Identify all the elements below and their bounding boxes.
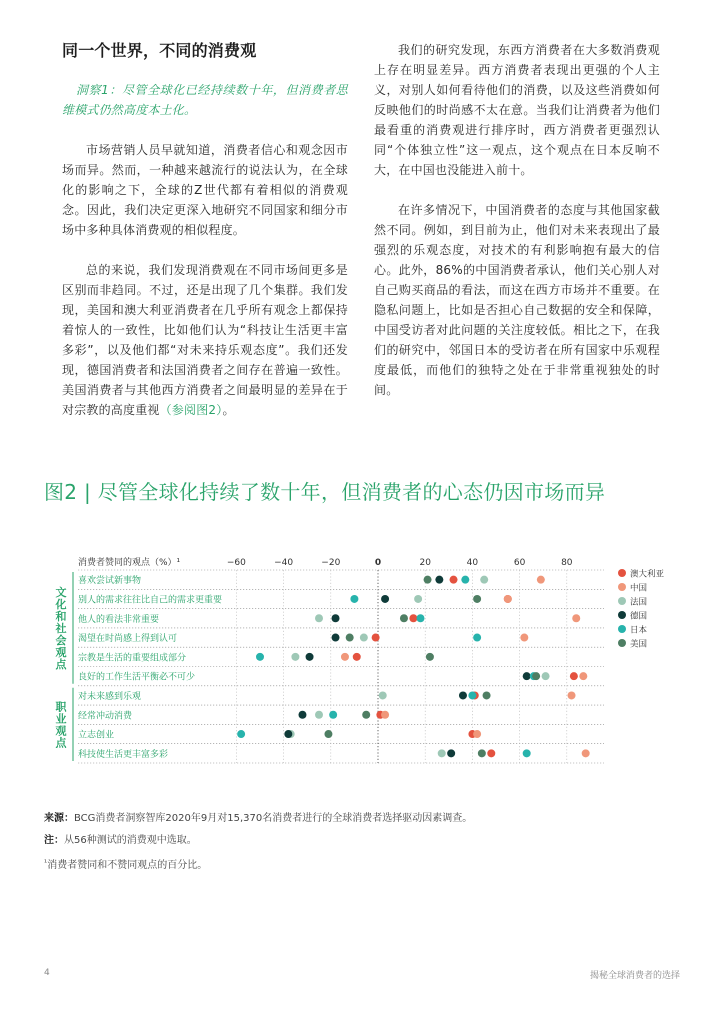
data-point xyxy=(315,614,323,622)
paragraph: 在许多情况下，中国消费者的态度与其他国家截然不同。例如，到目前为止，他们对未来表现出了最强烈的乐观态度，对技术的有利影响抱有最大的信心。此外，86%的中国消费者承认，他们关心别人对自己购买商品的看法，而这在西方市场并不重要。在隐私问题上，比如是否担心自己数据的安全和保障，中国受访者对此问题的关注度较低。相比之下，在我们的研究中，邻国日本的受访者在所有国家中乐观程度最低，而他们的独特之处在于非常重视独处的时间。 xyxy=(374,203,660,397)
category-label: 经常冲动消费 xyxy=(78,711,133,722)
data-point xyxy=(520,634,528,642)
tick-label: −60 xyxy=(226,558,246,568)
legend-label: 美国 xyxy=(630,639,648,650)
data-point xyxy=(237,730,245,738)
data-point xyxy=(480,576,488,584)
tick-label: 80 xyxy=(561,558,573,568)
data-point xyxy=(468,691,476,699)
category-label: 喜欢尝试新事物 xyxy=(78,576,142,587)
data-point xyxy=(473,634,481,642)
data-point xyxy=(473,730,481,738)
figure-reference-link[interactable]: （参阅图2） xyxy=(159,403,223,417)
data-point xyxy=(381,711,389,719)
data-point xyxy=(332,634,340,642)
data-point xyxy=(435,576,443,584)
category-label: 良好的工作生活平衡必不可少 xyxy=(78,672,196,683)
source-note xyxy=(44,808,472,830)
legend-label: 澳大利亚 xyxy=(630,569,665,580)
legend-label: 德国 xyxy=(630,611,648,622)
paragraph-end: 。 xyxy=(222,403,235,417)
note-text: 从56种测试的消费观中选取。 xyxy=(64,835,197,846)
section-heading: 同一个世界，不同的消费观 xyxy=(62,41,257,60)
legend-label: 中国 xyxy=(630,583,648,594)
data-point xyxy=(582,749,590,757)
data-point xyxy=(306,653,314,661)
data-point xyxy=(400,614,408,622)
legend-marker xyxy=(618,569,626,577)
data-point xyxy=(353,653,361,661)
footnote xyxy=(44,852,472,877)
data-point xyxy=(298,711,306,719)
data-point xyxy=(450,576,458,584)
tick-label: 40 xyxy=(466,558,479,568)
data-point xyxy=(284,730,292,738)
data-point xyxy=(478,749,486,757)
legend-marker xyxy=(618,583,626,591)
paragraph-text: 总的来说，我们发现消费观在不同市场间更多是区别而非趋同。不过，还是出现了几个集群。我们发现，美国和澳大利亚消费者在几乎所有观念上都保持着惊人的一致性，比如他们认为“科技让生活更丰富多彩”，以及他们都“对未来持乐观态度”。我们还发现，德国消费者和法国消费者之间存在普遍一致性。美国消费者与其他西方消费者之间最明显的差异在于对宗教的高度重视 xyxy=(62,263,348,417)
data-point xyxy=(416,614,424,622)
data-point xyxy=(372,634,380,642)
legend-marker xyxy=(618,611,626,619)
category-label: 对未来感到乐观 xyxy=(78,691,142,702)
source-label: 来源： xyxy=(44,813,74,824)
data-point xyxy=(461,576,469,584)
tick-label: 60 xyxy=(513,558,526,568)
data-point xyxy=(523,749,531,757)
data-point xyxy=(346,634,354,642)
tick-label: −40 xyxy=(274,558,294,568)
page-number: 4 xyxy=(44,968,50,978)
figure-notes xyxy=(44,808,472,877)
data-point xyxy=(341,653,349,661)
data-point xyxy=(568,691,576,699)
running-title: 揭秘全球消费者的选择 xyxy=(589,971,680,981)
data-point xyxy=(362,711,370,719)
note-label: 注： xyxy=(44,835,64,846)
category-label: 宗教是生活的重要组成部分 xyxy=(78,653,187,664)
data-point xyxy=(483,691,491,699)
legend-marker xyxy=(618,639,626,647)
note xyxy=(44,830,472,852)
insight-text: 洞察1：尽管全球化已经持续数十年，但消费者思维模式仍然高度本土化。 xyxy=(62,83,348,117)
category-label: 科技使生活更丰富多彩 xyxy=(78,749,169,760)
data-point xyxy=(332,614,340,622)
data-point xyxy=(579,672,587,680)
data-point xyxy=(329,711,337,719)
group-label: 职业观点 xyxy=(55,700,67,750)
figure-title: 图2 | 尽管全球化持续了数十年，但消费者的心态仍因市场而异 xyxy=(44,480,606,504)
paragraph: 我们的研究发现，东西方消费者在大多数消费观上存在明显差异。西方消费者表现出更强的个人主义，对别人如何看待他们的消费，以及这些消费如何反映他们的时尚感不太在意。当我们让消费者为他们最看重的消费观进行排序时，西方消费者更强烈认同“个体独立性”这一观点，这个观点在日本反响不大，在中国也没能进入前十。 xyxy=(374,43,660,177)
data-point xyxy=(291,653,299,661)
data-point xyxy=(381,595,389,603)
category-label: 他人的看法非常重要 xyxy=(78,614,160,625)
paragraph: 市场营销人员早就知道，消费者信心和观念因市场而异。然而，一种越来越流行的说法认为，在全球化的影响之下，全球的Z世代都有着相似的消费观念。因此，我们决定更深入地研究不同国家和细分市场中多种具体消费观的相似程度。 xyxy=(62,143,348,237)
data-point xyxy=(426,653,434,661)
tick-label: 20 xyxy=(419,558,431,568)
data-point xyxy=(537,576,545,584)
data-point xyxy=(542,672,550,680)
data-point xyxy=(350,595,358,603)
data-point xyxy=(256,653,264,661)
data-point xyxy=(504,595,512,603)
paragraph xyxy=(62,260,348,420)
right-column xyxy=(374,40,660,420)
left-column xyxy=(62,40,348,440)
data-point xyxy=(473,595,481,603)
data-point xyxy=(487,749,495,757)
legend-marker xyxy=(618,625,626,633)
data-point xyxy=(424,576,432,584)
x-axis-label: 消费者赞同的观点（%）¹ xyxy=(78,558,181,568)
dot-plot-chart xyxy=(44,548,684,780)
data-point xyxy=(532,672,540,680)
data-point xyxy=(570,672,578,680)
data-point xyxy=(379,691,387,699)
legend-label: 日本 xyxy=(630,625,648,636)
data-point xyxy=(360,634,368,642)
footnote-text: 消费者赞同和不赞同观点的百分比。 xyxy=(47,860,208,871)
tick-label: 0 xyxy=(374,558,382,568)
data-point xyxy=(315,711,323,719)
category-label: 别人的需求往往比自己的需求更重要 xyxy=(78,595,223,606)
data-point xyxy=(438,749,446,757)
legend-marker xyxy=(618,597,626,605)
data-point xyxy=(447,749,455,757)
data-point xyxy=(523,672,531,680)
data-point xyxy=(459,691,467,699)
data-point xyxy=(414,595,422,603)
category-label: 立志创业 xyxy=(78,730,115,741)
footnote-marker: ¹ xyxy=(44,858,48,867)
data-point xyxy=(572,614,580,622)
group-label: 文化和社会观点 xyxy=(55,585,67,671)
category-label: 渴望在时尚感上得到认可 xyxy=(78,634,178,645)
tick-label: −20 xyxy=(321,558,341,568)
source-text: BCG消费者洞察智库2020年9月对15,370名消费者进行的全球消费者选择驱动因素调查。 xyxy=(74,813,473,824)
data-point xyxy=(324,730,332,738)
data-point xyxy=(409,614,417,622)
legend-label: 法国 xyxy=(630,597,648,608)
